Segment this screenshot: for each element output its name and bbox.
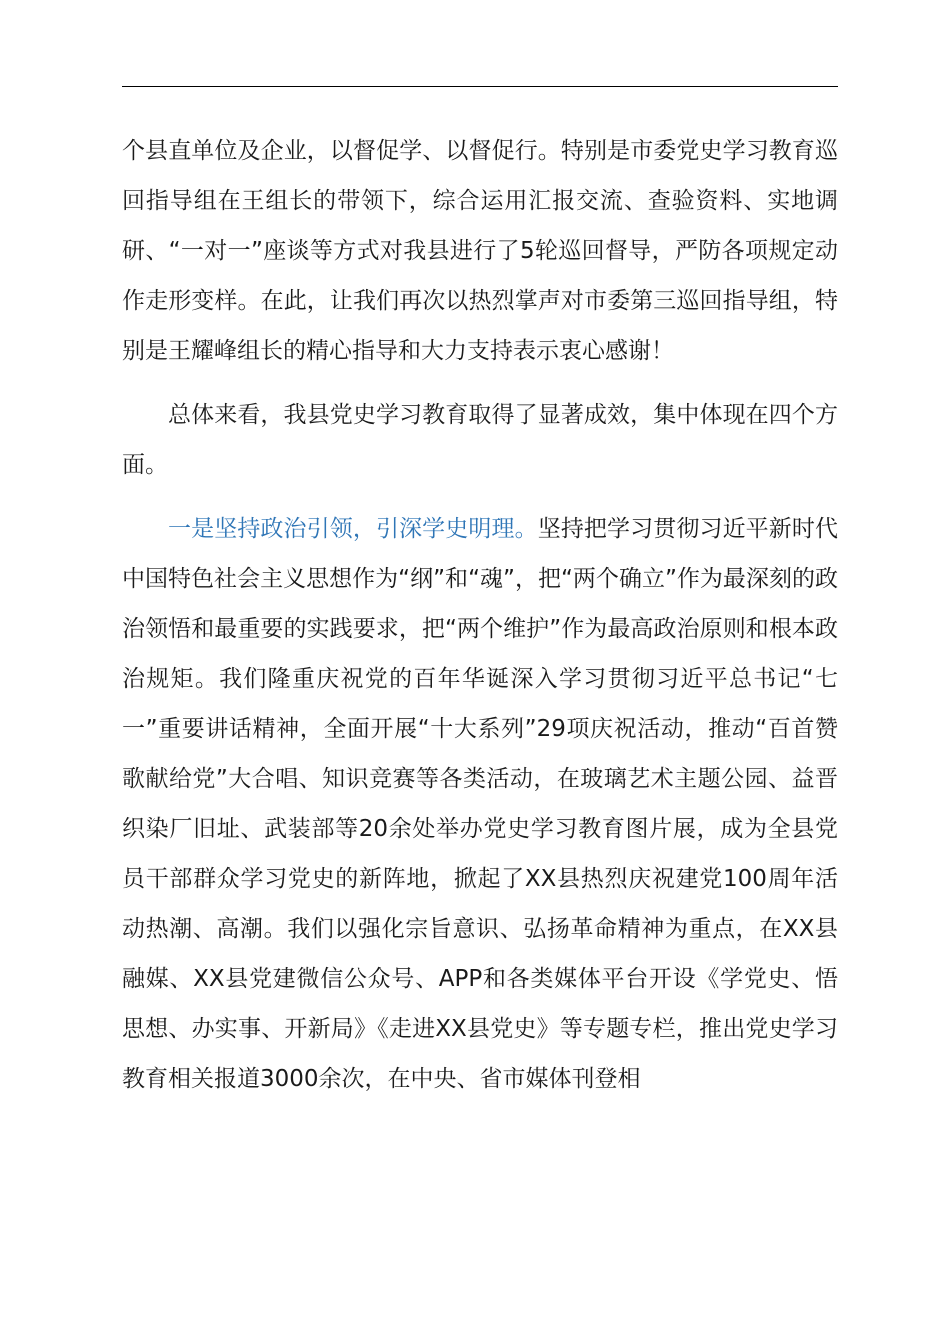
paragraph-continuation: 个县直单位及企业，以督促学、以督促行。特别是市委党史学习教育巡回指导组在王组长的带领下，综合运用汇报交流、查验资料、实地调研、“一对一”座谈等方式对我县进行了5轮巡回督导，严防各项规定动作走形变样。在此，让我们再次以热烈掌声对市委第三巡回指导组，特别是王耀峰组长的精心指导和大力支持表示衷心感谢！	[122, 138, 838, 364]
header-rule	[122, 86, 838, 87]
point-one-heading: 一是坚持政治引领，引深学史明理。	[168, 516, 538, 542]
paragraph-summary: 总体来看，我县党史学习教育取得了显著成效，集中体现在四个方面。	[122, 402, 838, 478]
point-one-body: 坚持把学习贯彻习近平新时代中国特色社会主义思想作为“纲”和“魂”，把“两个确立”作为最深刻的政治领悟和最重要的实践要求，把“两个维护”作为最高政治原则和根本政治规矩。我们隆重庆祝党的百年华诞深入学习贯彻习近平总书记“七一”重要讲话精神，全面开展“十大系列”29项庆祝活动，推动“百首赞歌献给党”大合唱、知识竞赛等各类活动，在玻璃艺术主题公园、益晋织染厂旧址、武装部等20余处举办党史学习教育图片展，成为全县党员干部群众学习党史的新阵地，掀起了XX县热烈庆祝建党100周年活动热潮、高潮。我们以强化宗旨意识、弘扬革命精神为重点，在XX县融媒、XX县党建微信公众号、APP和各类媒体平台开设《学党史、悟思想、办实事、开新局》《走进XX县党史》等专题专栏，推出党史学习教育相关报道3000余次，在中央、省市媒体刊登相	[122, 516, 839, 1092]
paragraph-point-one	[122, 504, 838, 1104]
document-body	[122, 126, 838, 1104]
